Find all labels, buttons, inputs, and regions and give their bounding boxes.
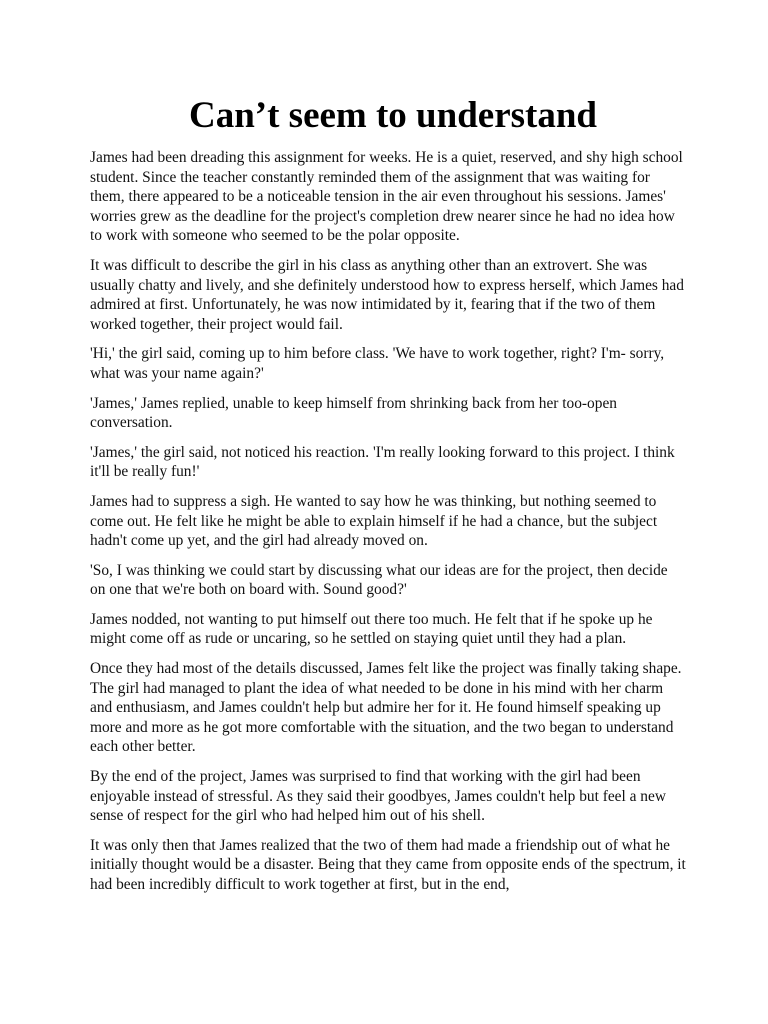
paragraph: James nodded, not wanting to put himself out there too much. He felt that if he spoke up he might come off as rude or uncaring, so he settled on staying quiet until they had a plan. [90,610,653,648]
paragraph: Once they had most of the details discussed, James felt like the project was finally taking shape. The girl had managed to plant the idea of what needed to be done in his mind with her charm and enthusiasm, and James couldn't help but admire her for it. He found himself speaking up more and more as he got more comfortable with the situation, and the two began to understand each other better. [90,660,682,756]
document-body [90,148,686,905]
paragraph: James had been dreading this assignment for weeks. He is a quiet, reserved, and shy high school student. Since the teacher constantly reminded them of the assignment that was waiting for them, there appeared to be a noticeable tension in the air even throughout his sessions. James' worries grew as the deadline for the project's completion drew nearer since he had no idea how to work with someone who seemed to be the polar opposite. [90,149,683,245]
paragraph: 'So, I was thinking we could start by discussing what our ideas are for the project, then decide on one that we're both on board with. Sound good?' [90,561,668,599]
paragraph: 'James,' James replied, unable to keep himself from shrinking back from her too-open conversation. [90,394,617,432]
document-title: Can’t seem to understand [188,95,598,136]
paragraph: James had to suppress a sigh. He wanted to say how he was thinking, but nothing seemed to come out. He felt like he might be able to explain himself if he had a chance, but the subject hadn't come up yet, and the girl had already moved on. [90,492,658,550]
paragraph: It was difficult to describe the girl in his class as anything other than an extrovert. She was usually chatty and lively, and she definitely understood how to express herself, which James had admired at first. Unfortunately, he was now intimidated by it, fearing that if the two of them worked together, their project would fail. [90,256,684,333]
paragraph: By the end of the project, James was surprised to find that working with the girl had been enjoyable instead of stressful. As they said their goodbyes, James couldn't help but feel a new sense of respect for the girl who had helped him out of his shell. [90,768,666,825]
paragraph: 'Hi,' the girl said, coming up to him before class. 'We have to work together, right? I'm- sorry, what was your name again?' [90,345,665,382]
paragraph: It was only then that James realized that the two of them had made a friendship out of what he initially thought would be a disaster. Being that they came from opposite ends of the spectrum, it had been incredibly difficult to work together at first, but in the end, [90,836,686,893]
paragraph: 'James,' the girl said, not noticed his reaction. 'I'm really looking forward to this project. I think it'll be really fun!' [90,443,675,481]
